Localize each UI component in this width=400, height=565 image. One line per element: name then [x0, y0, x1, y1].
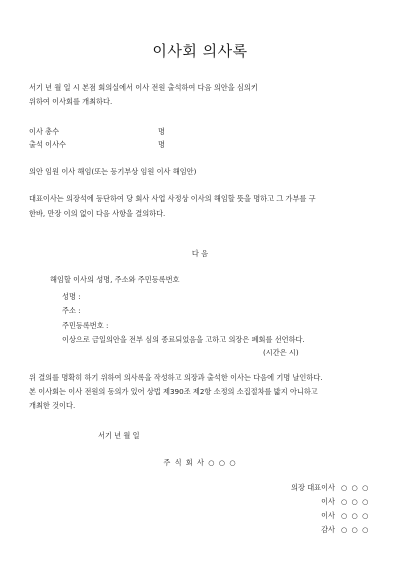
closing-time: (시간은 시) — [263, 348, 299, 357]
signature-name: ○ ○ ○ — [341, 497, 370, 506]
total-directors-unit: 명 — [158, 127, 165, 136]
signature-role: 이사 — [321, 497, 335, 506]
closing-statement: 이상으로 금일의안을 전부 심의 종료되었음을 고하고 의장은 폐회를 선언하다. — [62, 335, 305, 344]
signature-name: ○ ○ ○ — [341, 483, 370, 492]
total-directors-label: 이사 총수 — [29, 127, 60, 136]
present-directors-label: 출석 이사수 — [29, 140, 67, 149]
signature-role: 이사 — [321, 511, 335, 520]
resolution-heading: 해임할 이사의 성명, 주소와 주민등록번호 — [50, 275, 180, 284]
body-line-2: 한바, 만장 이의 없이 다음 사항을 결의하다. — [29, 209, 166, 218]
document-title: 이사회 의사록 — [152, 42, 248, 60]
present-directors-unit: 명 — [158, 140, 165, 149]
id-number-label: 주민등록번호 : — [62, 321, 109, 330]
date-line: 서기 년 월 일 — [98, 431, 140, 440]
body-line-1: 대표이사는 의장석에 등단하여 당 회사 사업 사정상 이사의 해임할 뜻을 명하고 그 가부를 구 — [29, 194, 316, 203]
company-name: 주 식 회 사 ○ ○ ○ — [163, 458, 237, 467]
footer-line-3: 개최한 것이다. — [29, 401, 76, 410]
address-label: 주소 : — [62, 306, 81, 315]
signature-role: 감사 — [321, 525, 335, 534]
signature-name: ○ ○ ○ — [341, 511, 370, 520]
next-heading: 다 음 — [191, 249, 209, 258]
opening-line-1: 서기 년 월 일 시 본점 회의실에서 이사 전원 출석하여 다음 의안을 심의키 — [29, 83, 258, 92]
footer-line-1: 위 결의를 명확히 하기 위하여 의사록을 작성하고 의장과 출석한 이사는 다음에 기명 날인하다. — [29, 373, 323, 382]
name-label: 성명 : — [62, 292, 81, 301]
opening-line-2: 위하여 이사회를 개최하다. — [29, 97, 113, 106]
signature-role: 의장 대표이사 — [291, 483, 335, 492]
signature-name: ○ ○ ○ — [341, 525, 370, 534]
agenda-line: 의안 임원 이사 해임(또는 등기부상 임원 이사 해임안) — [29, 167, 197, 176]
footer-line-2: 본 이사회는 이사 전원의 동의가 있어 상법 제390조 제2항 소정의 소집절차를 밟지 아니하고 — [29, 387, 318, 396]
